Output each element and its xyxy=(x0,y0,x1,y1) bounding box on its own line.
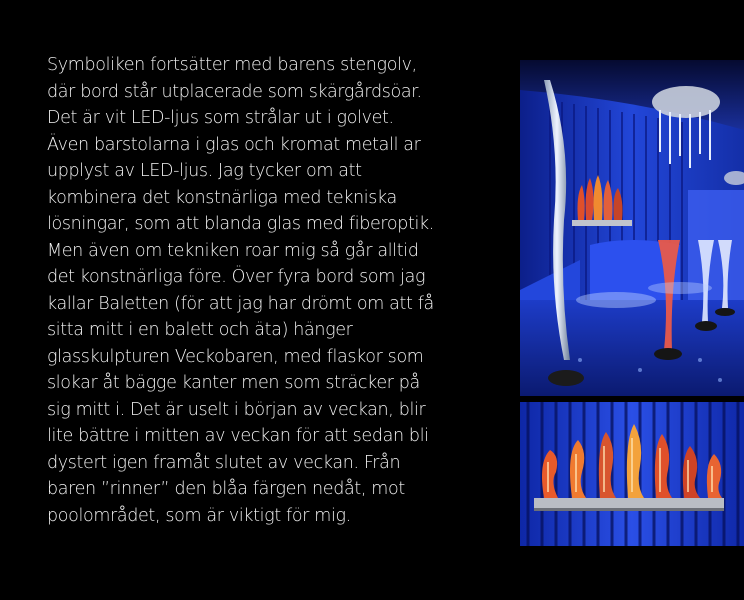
article-line: kombinera det konstnärliga med tekniska xyxy=(47,187,397,208)
article-line: upplyst av LED-ljus. Jag tycker om att xyxy=(47,161,362,181)
article-line: Symboliken fortsätter med barens stengolv, xyxy=(47,55,417,75)
article-line: sitta mitt i en balett och äta) hänger xyxy=(47,320,353,340)
article-line: det konstnärliga före. Över fyra bord som jag xyxy=(47,267,426,287)
article-line: Även barstolarna i glas och kromat metall ar xyxy=(47,134,421,155)
article-text xyxy=(47,52,487,529)
article-line: sig mitt i. Det är uselt i början av veckan, blir xyxy=(47,399,426,420)
article-line: Men även om tekniken roar mig så går alltid xyxy=(47,240,419,261)
article-line: slokar åt bägge kanter men som sträcker på xyxy=(47,373,420,393)
article-line: Det är vit LED-ljus som strålar ut i golvet. xyxy=(47,108,394,128)
article-line: glasskulpturen Veckobaren, med flaskor som xyxy=(47,346,424,367)
article-line: kallar Baletten (för att jag har drömt om att få xyxy=(47,293,434,314)
article-line: dystert igen framåt slutet av veckan. Från xyxy=(47,452,401,473)
article-line: poolområdet, som är viktigt för mig. xyxy=(47,505,351,526)
glass-bottles-photo xyxy=(520,402,744,546)
article-line: lite bättre i mitten av veckan för att sedan bli xyxy=(47,426,429,446)
article-line: där bord står utplacerade som skärgårdsöar. xyxy=(47,81,422,102)
article-line: baren ”rinner” den blåa färgen nedåt, mot xyxy=(47,479,405,499)
article-line: lösningar, som att blanda glas med fiberoptik. xyxy=(47,214,434,234)
bar-interior-photo xyxy=(520,60,744,396)
